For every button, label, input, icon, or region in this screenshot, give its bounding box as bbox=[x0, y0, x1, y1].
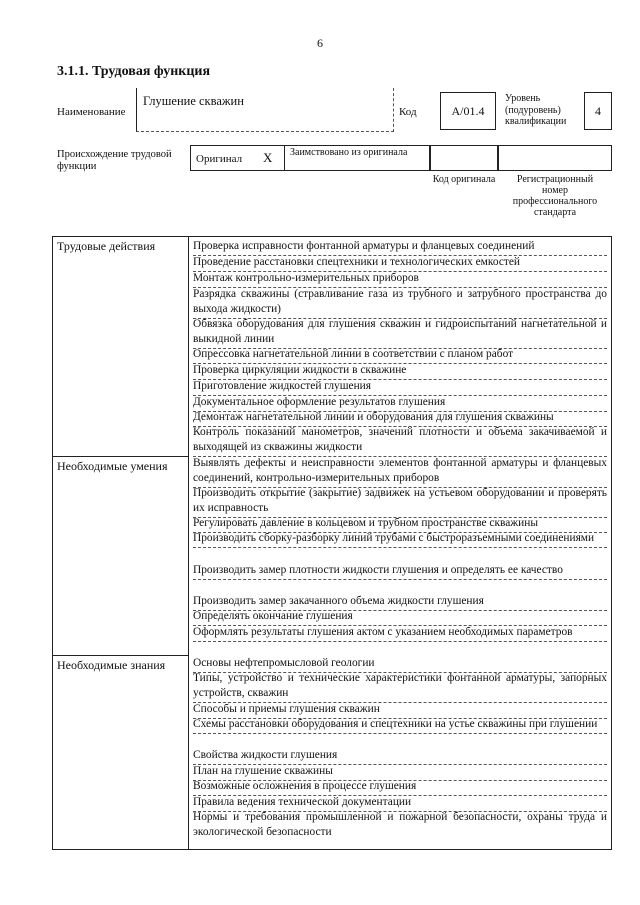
name-box bbox=[136, 88, 394, 132]
borrowed-label: Заимствовано из оригинала bbox=[290, 147, 408, 158]
list-item: Проверка циркуляции жидкости в скважине bbox=[193, 363, 607, 380]
list-item: Схемы расстановки оборудования и спецтехники на устье скважины при глушении bbox=[193, 717, 607, 734]
level-value: 4 bbox=[595, 104, 601, 118]
function-name: Глушение скважин bbox=[143, 94, 244, 108]
list-item: Документальное оформление результатов глушения bbox=[193, 395, 607, 412]
origin-label: Происхождение трудовой функции bbox=[57, 149, 172, 172]
list-item: Правила ведения технической документации bbox=[193, 795, 607, 812]
code-label: Код bbox=[399, 106, 417, 118]
list-item: Производить замер закачанного объема жидкости глушения bbox=[193, 594, 607, 611]
category-skills: Необходимые умения bbox=[57, 459, 168, 473]
category-labor-actions: Трудовые действия bbox=[57, 239, 156, 253]
original-label: Оригинал bbox=[196, 153, 243, 165]
list-item: Приготовление жидкостей глушения bbox=[193, 379, 607, 396]
list-item: Проверка исправности фонтанной арматуры и фланцевых соединений bbox=[193, 239, 607, 256]
origin-code-caption: Код оригинала bbox=[432, 174, 496, 185]
list-item: Производить сборку-разборку линий трубами с быстроразъемными соединениями bbox=[193, 531, 607, 548]
list-item: Разрядка скважины (стравливание газа из трубного и затрубного пространства до выхода жидкости) bbox=[193, 287, 607, 319]
list-item: Демонтаж нагнетательной линии и оборудования для глушения скважины bbox=[193, 410, 607, 427]
code-box bbox=[440, 92, 496, 130]
list-item: Нормы и требования промышленной и пожарной безопасности, охраны труда и экологической безопасности bbox=[193, 811, 607, 838]
table-divider bbox=[188, 236, 189, 850]
origin-divider bbox=[284, 145, 285, 171]
list-item: План на глушение скважины bbox=[193, 764, 607, 781]
list-item: Оформлять результаты глушения актом с указанием необходимых параметров bbox=[193, 625, 607, 642]
list-item: Возможные осложнения в процессе глушения bbox=[193, 779, 607, 796]
list-item: Основы нефтепромысловой геологии bbox=[193, 656, 607, 673]
list-item: Производить открытие (закрытие) задвижек на устьевом оборудовании и проверять их исправность bbox=[193, 486, 607, 518]
category-separator bbox=[52, 456, 189, 457]
list-item: Определять окончание глушения bbox=[193, 609, 607, 626]
page-number: 6 bbox=[317, 36, 323, 50]
list-item: Обвязка оборудования для глушения скважин и гидроиспытаний нагнетательной и выкидной линии bbox=[193, 317, 607, 349]
section-title: 3.1.1. Трудовая функция bbox=[57, 64, 211, 79]
list-item: Выявлять дефекты и неисправности элементов фонтанной арматуры и фланцевых соединений, контрольно-измерительных приборов bbox=[193, 456, 607, 488]
list-item: Типы, устройство и технические характеристики фонтанной арматуры, запорных устройств, скважин bbox=[193, 671, 607, 703]
level-label: Уровень (подуровень) квалификации bbox=[505, 93, 567, 127]
list-item: Проведение расстановки спецтехники и технологических емкостей bbox=[193, 255, 607, 272]
list-item: Свойства жидкости глушения bbox=[193, 748, 607, 765]
origin-code-box bbox=[430, 145, 498, 171]
list-item: Монтаж контрольно-измерительных приборов bbox=[193, 271, 607, 288]
origin-reg-box bbox=[498, 145, 612, 171]
list-item: Регулировать давление в кольцевом и трубном пространстве скважины bbox=[193, 516, 607, 533]
level-box bbox=[584, 92, 612, 130]
code-value: A/01.4 bbox=[451, 104, 485, 118]
list-item: Контроль показаний манометров, значений плотности и объема закачиваемой и выходящей из скважины жидкости bbox=[193, 425, 607, 457]
list-item: Опрессовка нагнетательной линии в соответствии с планом работ bbox=[193, 347, 607, 364]
list-item: Производить замер плотности жидкости глушения и определять ее качество bbox=[193, 563, 607, 580]
category-knowledge: Необходимые знания bbox=[57, 658, 166, 672]
original-mark: X bbox=[263, 150, 273, 165]
origin-reg-caption: Регистрационный номер профессионального стандарта bbox=[512, 174, 598, 218]
category-separator bbox=[52, 655, 189, 656]
list-item: Способы и приемы глушения скважин bbox=[193, 702, 607, 719]
name-label: Наименование bbox=[57, 106, 126, 118]
